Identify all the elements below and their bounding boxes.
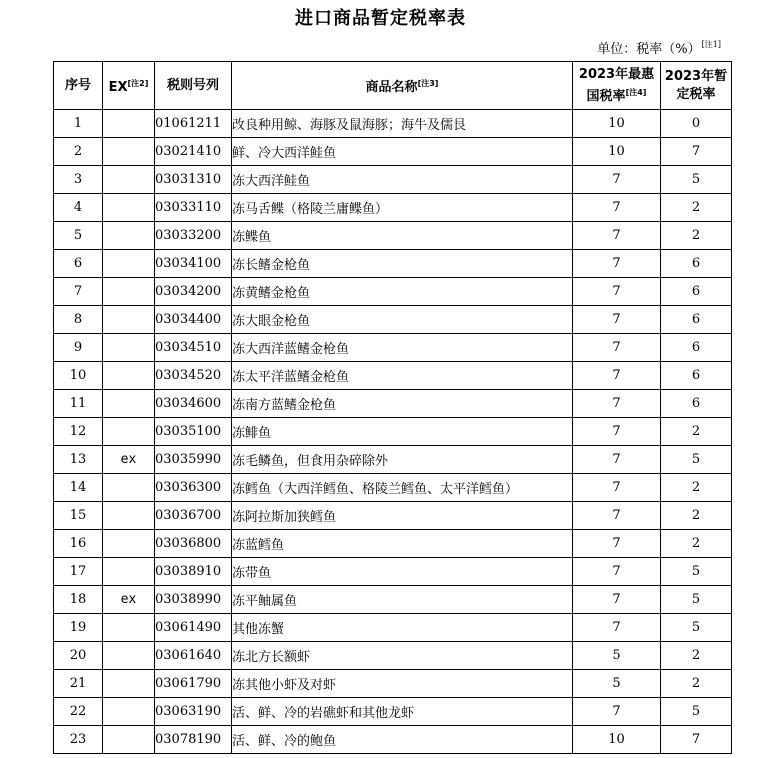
row-seq: 2 — [54, 138, 103, 166]
row-tariff-code: 03063190 — [155, 698, 232, 726]
table-row — [54, 530, 732, 558]
table-row — [54, 558, 732, 586]
row-seq: 5 — [54, 222, 103, 250]
row-product-name: 冻大西洋蓝鳍金枪鱼 — [232, 334, 573, 362]
row-seq: 1 — [54, 110, 103, 138]
row-provisional-rate: 2 — [661, 222, 732, 250]
row-product-name: 冻大西洋鲑鱼 — [232, 166, 573, 194]
row-ex-flag — [103, 474, 155, 502]
row-provisional-rate: 2 — [661, 194, 732, 222]
header-mfn-rate: 2023年最惠 国税率[注4] — [573, 62, 661, 110]
table-row — [54, 614, 732, 642]
table-header-row — [54, 62, 732, 110]
row-provisional-rate: 2 — [661, 502, 732, 530]
table-row — [54, 306, 732, 334]
row-provisional-rate: 5 — [661, 166, 732, 194]
row-product-name: 冻大眼金枪鱼 — [232, 306, 573, 334]
row-tariff-code: 01061211 — [155, 110, 232, 138]
row-tariff-code: 03034200 — [155, 278, 232, 306]
row-seq: 12 — [54, 418, 103, 446]
table-row — [54, 110, 732, 138]
table-row — [54, 138, 732, 166]
row-ex-flag — [103, 362, 155, 390]
row-mfn-rate: 10 — [573, 138, 661, 166]
row-seq: 19 — [54, 614, 103, 642]
row-product-name: 活、鲜、冷的岩礁虾和其他龙虾 — [232, 698, 573, 726]
row-mfn-rate: 7 — [573, 558, 661, 586]
row-seq: 13 — [54, 446, 103, 474]
row-seq: 20 — [54, 642, 103, 670]
row-ex-flag — [103, 390, 155, 418]
row-ex-flag — [103, 306, 155, 334]
tariff-table — [53, 61, 732, 754]
row-ex-flag — [103, 278, 155, 306]
row-mfn-rate: 7 — [573, 362, 661, 390]
row-tariff-code: 03035100 — [155, 418, 232, 446]
row-provisional-rate: 0 — [661, 110, 732, 138]
row-tariff-code: 03034600 — [155, 390, 232, 418]
row-ex-flag: ex — [103, 586, 155, 614]
row-provisional-rate: 6 — [661, 362, 732, 390]
row-mfn-rate: 7 — [573, 698, 661, 726]
row-product-name: 冻带鱼 — [232, 558, 573, 586]
row-seq: 17 — [54, 558, 103, 586]
row-provisional-rate: 2 — [661, 418, 732, 446]
row-mfn-rate: 7 — [573, 194, 661, 222]
unit-note — [597, 38, 721, 57]
row-provisional-rate: 6 — [661, 278, 732, 306]
table-row — [54, 278, 732, 306]
table-row — [54, 586, 732, 614]
table-row — [54, 418, 732, 446]
row-mfn-rate: 10 — [573, 110, 661, 138]
row-tariff-code: 03061490 — [155, 614, 232, 642]
row-provisional-rate: 2 — [661, 530, 732, 558]
row-mfn-rate: 7 — [573, 306, 661, 334]
row-mfn-rate: 7 — [573, 586, 661, 614]
row-seq: 10 — [54, 362, 103, 390]
row-product-name: 冻太平洋蓝鳍金枪鱼 — [232, 362, 573, 390]
row-tariff-code: 03034520 — [155, 362, 232, 390]
row-seq: 16 — [54, 530, 103, 558]
row-mfn-rate: 7 — [573, 418, 661, 446]
row-product-name: 冻平鲉属鱼 — [232, 586, 573, 614]
row-ex-flag — [103, 418, 155, 446]
table-row — [54, 670, 732, 698]
row-ex-flag — [103, 334, 155, 362]
row-seq: 14 — [54, 474, 103, 502]
row-provisional-rate: 2 — [661, 670, 732, 698]
row-product-name: 冻鳕鱼（大西洋鳕鱼、格陵兰鳕鱼、太平洋鳕鱼） — [232, 474, 573, 502]
row-ex-flag — [103, 194, 155, 222]
table-row — [54, 250, 732, 278]
row-tariff-code: 03035990 — [155, 446, 232, 474]
row-provisional-rate: 5 — [661, 446, 732, 474]
row-mfn-rate: 7 — [573, 278, 661, 306]
table-row — [54, 390, 732, 418]
row-mfn-rate: 7 — [573, 222, 661, 250]
row-tariff-code: 03034510 — [155, 334, 232, 362]
row-tariff-code: 03061790 — [155, 670, 232, 698]
row-ex-flag — [103, 502, 155, 530]
row-tariff-code: 03036800 — [155, 530, 232, 558]
header-code: 税则号列 — [155, 62, 232, 110]
header-name-footnote: [注3] — [417, 78, 439, 88]
row-mfn-rate: 7 — [573, 166, 661, 194]
row-product-name: 冻蓝鳕鱼 — [232, 530, 573, 558]
row-mfn-rate: 7 — [573, 502, 661, 530]
row-product-name: 冻其他小虾及对虾 — [232, 670, 573, 698]
header-name: 商品名称[注3] — [232, 62, 573, 110]
table-row — [54, 362, 732, 390]
table-row — [54, 698, 732, 726]
row-provisional-rate: 6 — [661, 390, 732, 418]
row-ex-flag — [103, 222, 155, 250]
row-seq: 11 — [54, 390, 103, 418]
row-seq: 7 — [54, 278, 103, 306]
row-ex-flag — [103, 166, 155, 194]
table-row — [54, 502, 732, 530]
row-seq: 6 — [54, 250, 103, 278]
row-tariff-code: 03078190 — [155, 726, 232, 754]
table-row — [54, 222, 732, 250]
row-seq: 23 — [54, 726, 103, 754]
row-ex-flag — [103, 110, 155, 138]
row-tariff-code: 03021410 — [155, 138, 232, 166]
row-product-name: 活、鲜、冷的鲍鱼 — [232, 726, 573, 754]
row-product-name: 冻阿拉斯加狭鳕鱼 — [232, 502, 573, 530]
row-tariff-code: 03034100 — [155, 250, 232, 278]
row-ex-flag — [103, 670, 155, 698]
row-product-name: 冻黄鳍金枪鱼 — [232, 278, 573, 306]
row-ex-flag — [103, 614, 155, 642]
row-ex-flag — [103, 642, 155, 670]
header-ex: EX[注2] — [103, 62, 155, 110]
row-mfn-rate: 5 — [573, 642, 661, 670]
row-provisional-rate: 6 — [661, 334, 732, 362]
row-tariff-code: 03036300 — [155, 474, 232, 502]
header-provisional-rate: 2023年暂 定税率 — [661, 62, 732, 110]
row-mfn-rate: 7 — [573, 250, 661, 278]
row-tariff-code: 03034400 — [155, 306, 232, 334]
row-product-name: 冻鲱鱼 — [232, 418, 573, 446]
row-seq: 22 — [54, 698, 103, 726]
row-ex-flag — [103, 698, 155, 726]
row-seq: 21 — [54, 670, 103, 698]
row-product-name: 冻北方长额虾 — [232, 642, 573, 670]
row-seq: 18 — [54, 586, 103, 614]
table-row — [54, 726, 732, 754]
row-ex-flag — [103, 138, 155, 166]
row-tariff-code: 03033110 — [155, 194, 232, 222]
row-product-name: 冻鲽鱼 — [232, 222, 573, 250]
header-ex-footnote: [注2] — [127, 78, 149, 88]
row-mfn-rate: 7 — [573, 446, 661, 474]
row-provisional-rate: 5 — [661, 586, 732, 614]
row-seq: 15 — [54, 502, 103, 530]
row-product-name: 鲜、冷大西洋鲑鱼 — [232, 138, 573, 166]
row-ex-flag — [103, 558, 155, 586]
row-provisional-rate: 5 — [661, 614, 732, 642]
row-provisional-rate: 2 — [661, 642, 732, 670]
row-mfn-rate: 7 — [573, 334, 661, 362]
row-tariff-code: 03038990 — [155, 586, 232, 614]
row-product-name: 冻南方蓝鳍金枪鱼 — [232, 390, 573, 418]
row-tariff-code: 03061640 — [155, 642, 232, 670]
table-row — [54, 194, 732, 222]
unit-label: 单位：税率（%） — [597, 42, 701, 57]
table-row — [54, 334, 732, 362]
row-seq: 3 — [54, 166, 103, 194]
row-seq: 4 — [54, 194, 103, 222]
row-mfn-rate: 10 — [573, 726, 661, 754]
table-row — [54, 166, 732, 194]
table-row — [54, 642, 732, 670]
row-provisional-rate: 5 — [661, 698, 732, 726]
row-provisional-rate: 6 — [661, 306, 732, 334]
row-provisional-rate: 2 — [661, 474, 732, 502]
unit-footnote: [注1] — [701, 40, 721, 49]
row-seq: 9 — [54, 334, 103, 362]
row-tariff-code: 03036700 — [155, 502, 232, 530]
row-product-name: 冻马舌鲽（格陵兰庸鲽鱼） — [232, 194, 573, 222]
row-provisional-rate: 7 — [661, 138, 732, 166]
row-product-name: 其他冻蟹 — [232, 614, 573, 642]
row-provisional-rate: 5 — [661, 558, 732, 586]
row-ex-flag — [103, 250, 155, 278]
row-tariff-code: 03033200 — [155, 222, 232, 250]
row-mfn-rate: 7 — [573, 390, 661, 418]
row-product-name: 改良种用鲸、海豚及鼠海豚；海牛及儒艮 — [232, 110, 573, 138]
row-provisional-rate: 6 — [661, 250, 732, 278]
row-product-name: 冻毛鳞鱼，但食用杂碎除外 — [232, 446, 573, 474]
table-row — [54, 474, 732, 502]
row-provisional-rate: 7 — [661, 726, 732, 754]
row-ex-flag: ex — [103, 446, 155, 474]
row-ex-flag — [103, 726, 155, 754]
row-mfn-rate: 7 — [573, 614, 661, 642]
row-ex-flag — [103, 530, 155, 558]
row-tariff-code: 03031310 — [155, 166, 232, 194]
row-mfn-rate: 7 — [573, 530, 661, 558]
row-tariff-code: 03038910 — [155, 558, 232, 586]
header-mfn-footnote: [注4] — [625, 87, 647, 97]
header-seq: 序号 — [54, 62, 103, 110]
table-row — [54, 446, 732, 474]
page-title: 进口商品暂定税率表 — [295, 8, 466, 29]
row-mfn-rate: 7 — [573, 474, 661, 502]
row-seq: 8 — [54, 306, 103, 334]
row-mfn-rate: 5 — [573, 670, 661, 698]
row-product-name: 冻长鳍金枪鱼 — [232, 250, 573, 278]
